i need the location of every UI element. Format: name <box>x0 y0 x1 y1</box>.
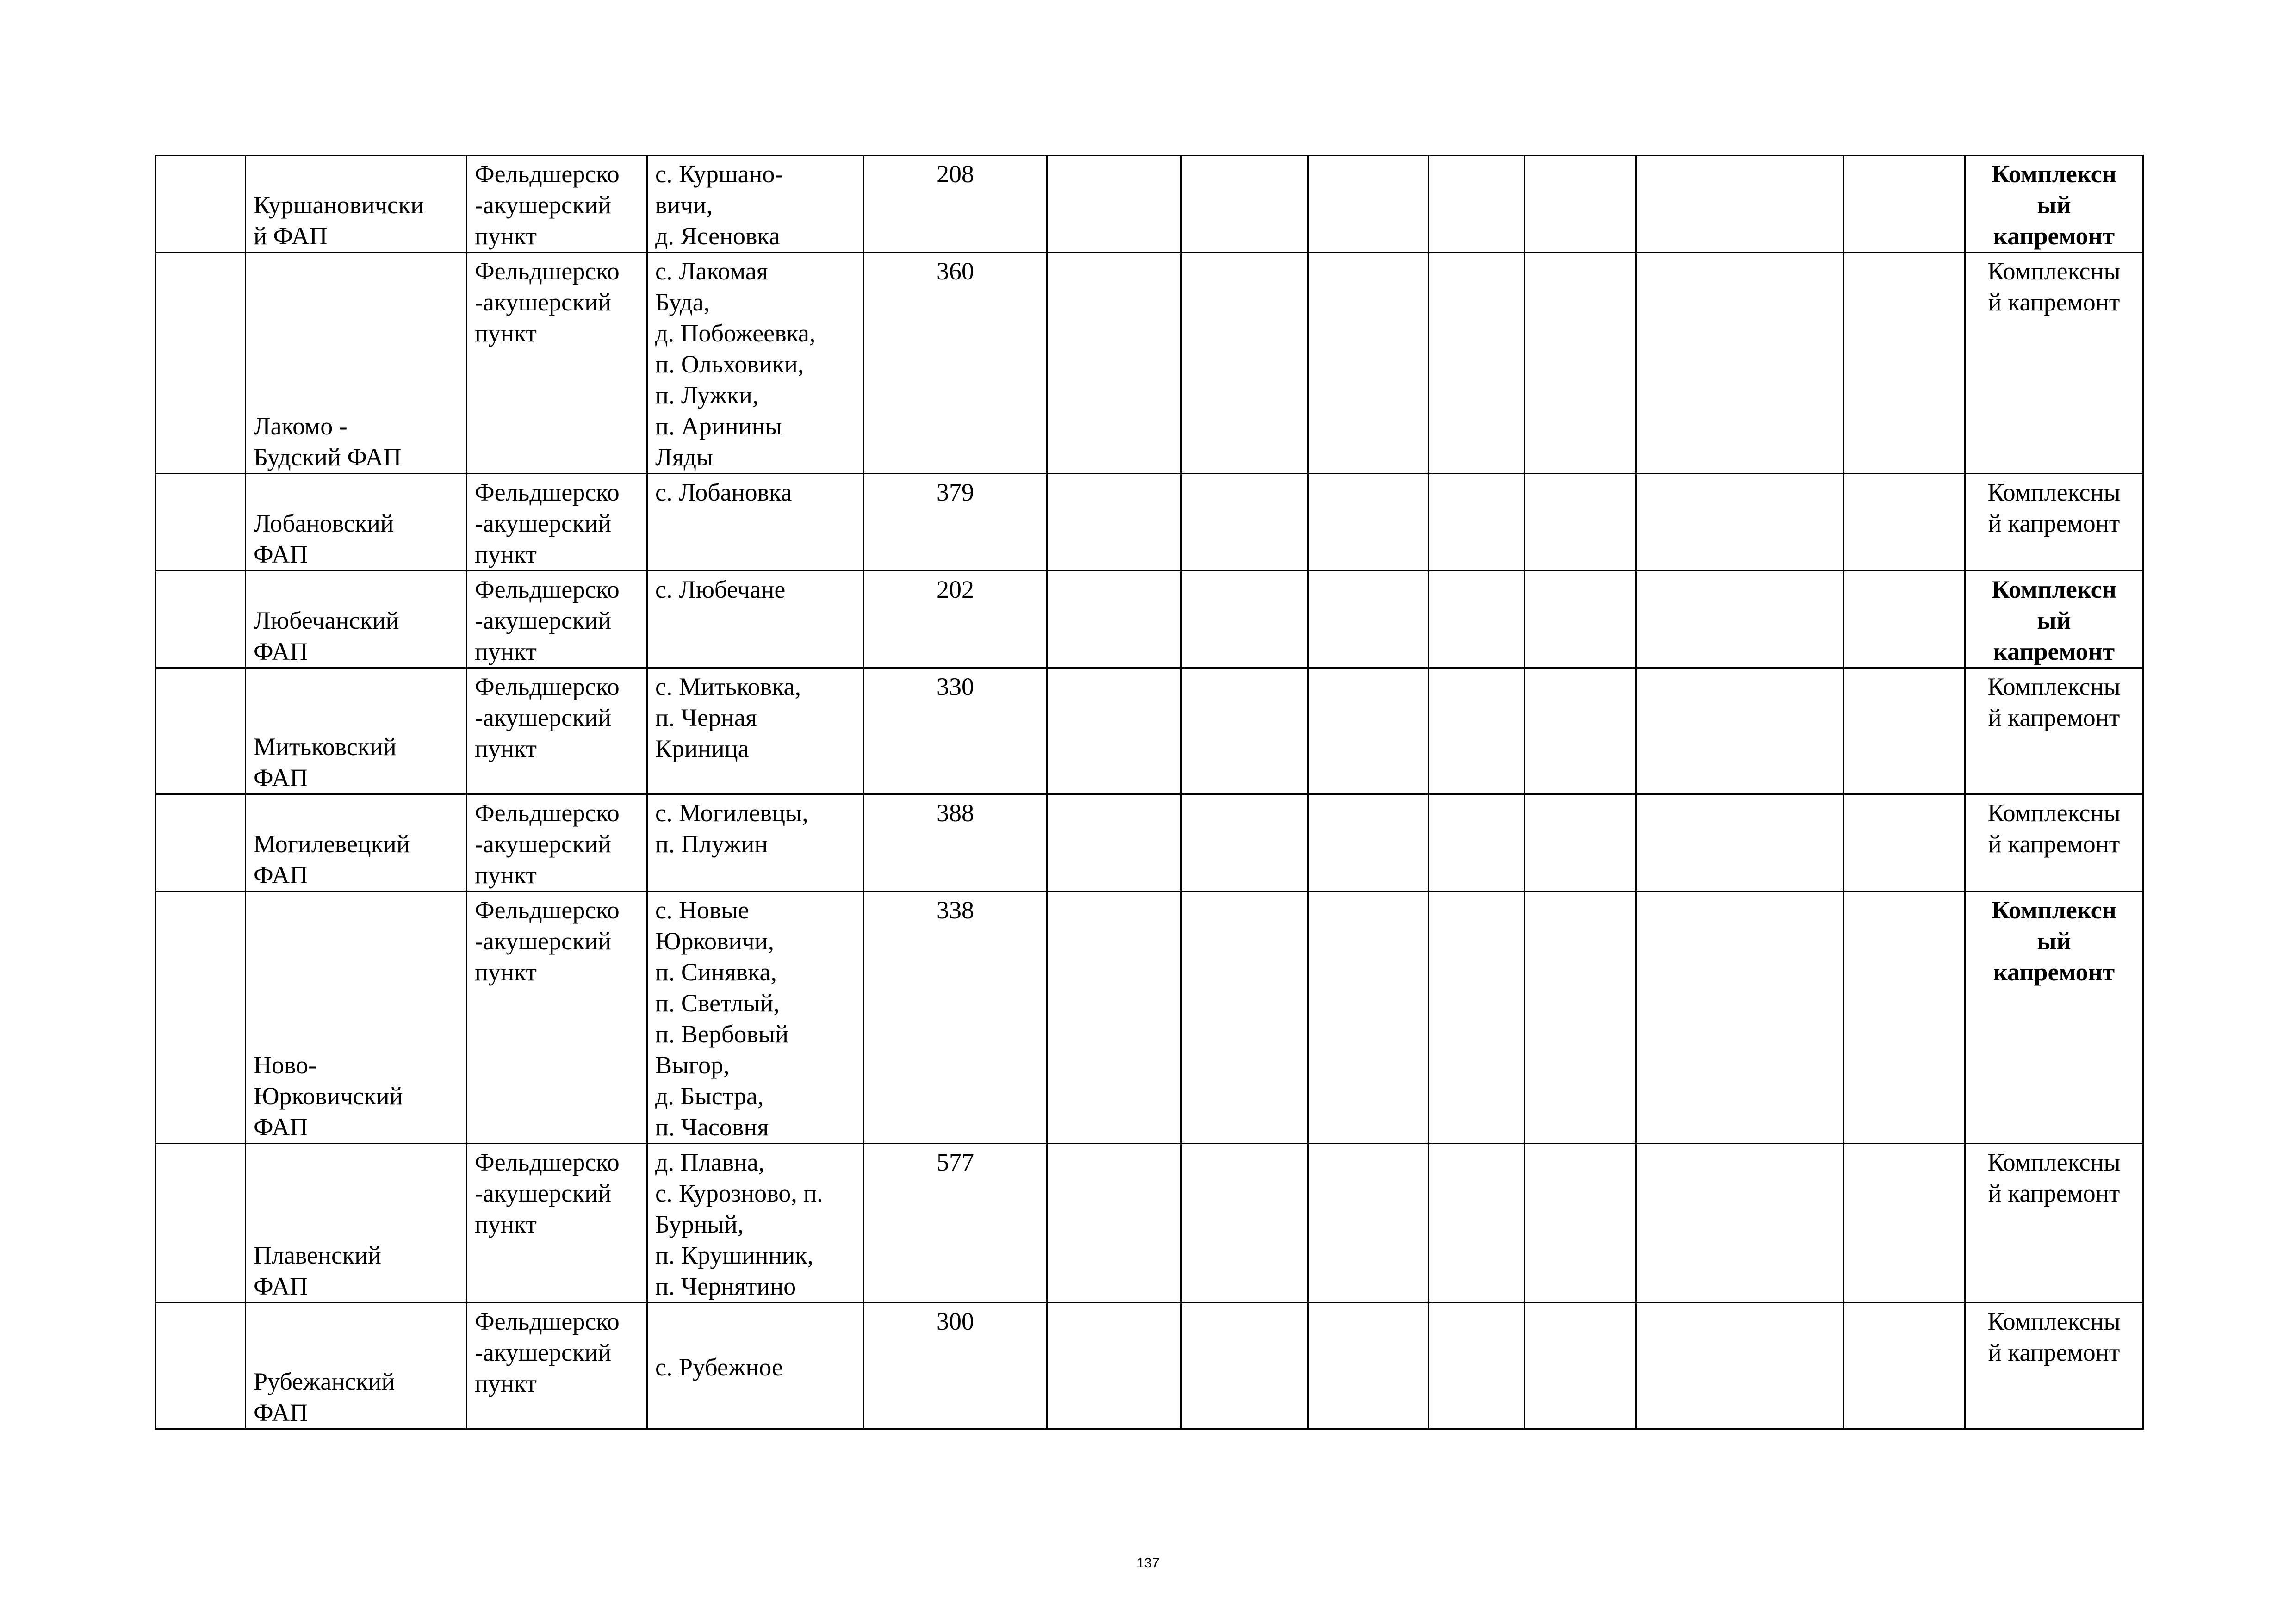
table-row <box>155 253 2143 474</box>
empty-cell <box>1525 253 1636 474</box>
empty-cell <box>1844 794 1965 892</box>
population-cell: 330 <box>864 668 1047 794</box>
facility-type-cell: Фельдшерско -акушерский пункт <box>467 253 647 474</box>
empty-cell <box>1047 253 1181 474</box>
facility-type-cell: Фельдшерско -акушерский пункт <box>467 668 647 794</box>
empty-cell <box>1844 668 1965 794</box>
empty-cell <box>1429 1303 1525 1429</box>
empty-cell <box>1636 571 1844 668</box>
table-body <box>155 155 2143 1429</box>
table-row <box>155 155 2143 253</box>
settlements-cell: д. Плавна, с. Курозново, п. Бурный, п. Крушинник, п. Чернятино <box>647 1144 864 1303</box>
facility-name-cell: Лобановский ФАП <box>246 474 467 571</box>
settlements-cell: с. Могилевцы, п. Плужин <box>647 794 864 892</box>
empty-cell <box>1181 794 1308 892</box>
facility-name-cell: Рубежанский ФАП <box>246 1303 467 1429</box>
index-cell <box>155 892 246 1144</box>
empty-cell <box>1636 1144 1844 1303</box>
facility-type-cell: Фельдшерско -акушерский пункт <box>467 571 647 668</box>
index-cell <box>155 253 246 474</box>
facility-name-cell: Митьковский ФАП <box>246 668 467 794</box>
facility-type-cell: Фельдшерско -акушерский пункт <box>467 155 647 253</box>
empty-cell <box>1525 571 1636 668</box>
population-cell: 338 <box>864 892 1047 1144</box>
settlements-cell: с. Лакомая Буда, д. Побожеевка, п. Ольховики, п. Лужки, п. Аринины Ляды <box>647 253 864 474</box>
empty-cell <box>1047 1144 1181 1303</box>
repair-type-cell: Комплексны й капремонт <box>1965 253 2143 474</box>
facility-type-cell: Фельдшерско -акушерский пункт <box>467 1303 647 1429</box>
empty-cell <box>1844 1144 1965 1303</box>
population-cell: 202 <box>864 571 1047 668</box>
empty-cell <box>1308 1144 1429 1303</box>
empty-cell <box>1525 1144 1636 1303</box>
index-cell <box>155 794 246 892</box>
empty-cell <box>1308 571 1429 668</box>
facility-name-cell: Лакомо - Будский ФАП <box>246 253 467 474</box>
table-row <box>155 474 2143 571</box>
index-cell <box>155 474 246 571</box>
empty-cell <box>1047 571 1181 668</box>
empty-cell <box>1308 474 1429 571</box>
repair-type-cell: Комплексны й капремонт <box>1965 1144 2143 1303</box>
empty-cell <box>1429 571 1525 668</box>
table-row <box>155 571 2143 668</box>
facility-name-cell: Ново- Юрковичский ФАП <box>246 892 467 1144</box>
empty-cell <box>1525 474 1636 571</box>
index-cell <box>155 155 246 253</box>
empty-cell <box>1308 155 1429 253</box>
index-cell <box>155 571 246 668</box>
settlements-cell: с. Рубежное <box>647 1303 864 1429</box>
page-number: 137 <box>1136 1555 1160 1571</box>
empty-cell <box>1844 892 1965 1144</box>
settlements-cell: с. Куршано- вичи, д. Ясеновка <box>647 155 864 253</box>
facility-type-cell: Фельдшерско -акушерский пункт <box>467 474 647 571</box>
empty-cell <box>1844 253 1965 474</box>
index-cell <box>155 1144 246 1303</box>
empty-cell <box>1181 571 1308 668</box>
empty-cell <box>1636 668 1844 794</box>
empty-cell <box>1047 474 1181 571</box>
empty-cell <box>1636 892 1844 1144</box>
empty-cell <box>1525 668 1636 794</box>
empty-cell <box>1429 474 1525 571</box>
empty-cell <box>1308 668 1429 794</box>
settlements-cell: с. Лобановка <box>647 474 864 571</box>
empty-cell <box>1047 155 1181 253</box>
empty-cell <box>1047 668 1181 794</box>
repair-type-cell: Комплексны й капремонт <box>1965 474 2143 571</box>
facility-name-cell: Любечанский ФАП <box>246 571 467 668</box>
table-row <box>155 892 2143 1144</box>
empty-cell <box>1181 253 1308 474</box>
facility-name-cell: Куршановичски й ФАП <box>246 155 467 253</box>
empty-cell <box>1429 668 1525 794</box>
empty-cell <box>1181 1144 1308 1303</box>
empty-cell <box>1844 474 1965 571</box>
table-row <box>155 1303 2143 1429</box>
empty-cell <box>1181 892 1308 1144</box>
empty-cell <box>1636 253 1844 474</box>
repair-type-cell: Комплексн ый капремонт <box>1965 892 2143 1144</box>
empty-cell <box>1636 1303 1844 1429</box>
index-cell <box>155 668 246 794</box>
facility-name-cell: Могилевецкий ФАП <box>246 794 467 892</box>
population-cell: 208 <box>864 155 1047 253</box>
empty-cell <box>1429 1144 1525 1303</box>
empty-cell <box>1308 794 1429 892</box>
facility-type-cell: Фельдшерско -акушерский пункт <box>467 892 647 1144</box>
empty-cell <box>1844 571 1965 668</box>
repair-type-cell: Комплексны й капремонт <box>1965 794 2143 892</box>
empty-cell <box>1181 155 1308 253</box>
population-cell: 388 <box>864 794 1047 892</box>
facility-type-cell: Фельдшерско -акушерский пункт <box>467 794 647 892</box>
empty-cell <box>1047 1303 1181 1429</box>
empty-cell <box>1429 794 1525 892</box>
facility-type-cell: Фельдшерско -акушерский пункт <box>467 1144 647 1303</box>
empty-cell <box>1181 474 1308 571</box>
repair-type-cell: Комплексн ый капремонт <box>1965 155 2143 253</box>
empty-cell <box>1429 892 1525 1144</box>
repair-type-cell: Комплексны й капремонт <box>1965 668 2143 794</box>
population-cell: 360 <box>864 253 1047 474</box>
index-cell <box>155 1303 246 1429</box>
empty-cell <box>1047 794 1181 892</box>
facility-name-cell: Плавенский ФАП <box>246 1144 467 1303</box>
settlements-cell: с. Любечане <box>647 571 864 668</box>
empty-cell <box>1525 155 1636 253</box>
empty-cell <box>1308 1303 1429 1429</box>
population-cell: 379 <box>864 474 1047 571</box>
table-row <box>155 668 2143 794</box>
empty-cell <box>1308 253 1429 474</box>
empty-cell <box>1181 668 1308 794</box>
settlements-cell: с. Новые Юрковичи, п. Синявка, п. Светлый, п. Вербовый Выгор, д. Быстра, п. Часовня <box>647 892 864 1144</box>
population-cell: 577 <box>864 1144 1047 1303</box>
empty-cell <box>1636 155 1844 253</box>
empty-cell <box>1844 155 1965 253</box>
empty-cell <box>1844 1303 1965 1429</box>
empty-cell <box>1525 794 1636 892</box>
empty-cell <box>1636 474 1844 571</box>
table-row <box>155 794 2143 892</box>
settlements-cell: с. Митьковка, п. Черная Криница <box>647 668 864 794</box>
empty-cell <box>1525 892 1636 1144</box>
repair-type-cell: Комплексны й капремонт <box>1965 1303 2143 1429</box>
empty-cell <box>1047 892 1181 1144</box>
facility-table <box>155 155 2144 1430</box>
table-row <box>155 1144 2143 1303</box>
empty-cell <box>1181 1303 1308 1429</box>
repair-type-cell: Комплексн ый капремонт <box>1965 571 2143 668</box>
empty-cell <box>1525 1303 1636 1429</box>
empty-cell <box>1429 253 1525 474</box>
empty-cell <box>1429 155 1525 253</box>
empty-cell <box>1636 794 1844 892</box>
population-cell: 300 <box>864 1303 1047 1429</box>
empty-cell <box>1308 892 1429 1144</box>
